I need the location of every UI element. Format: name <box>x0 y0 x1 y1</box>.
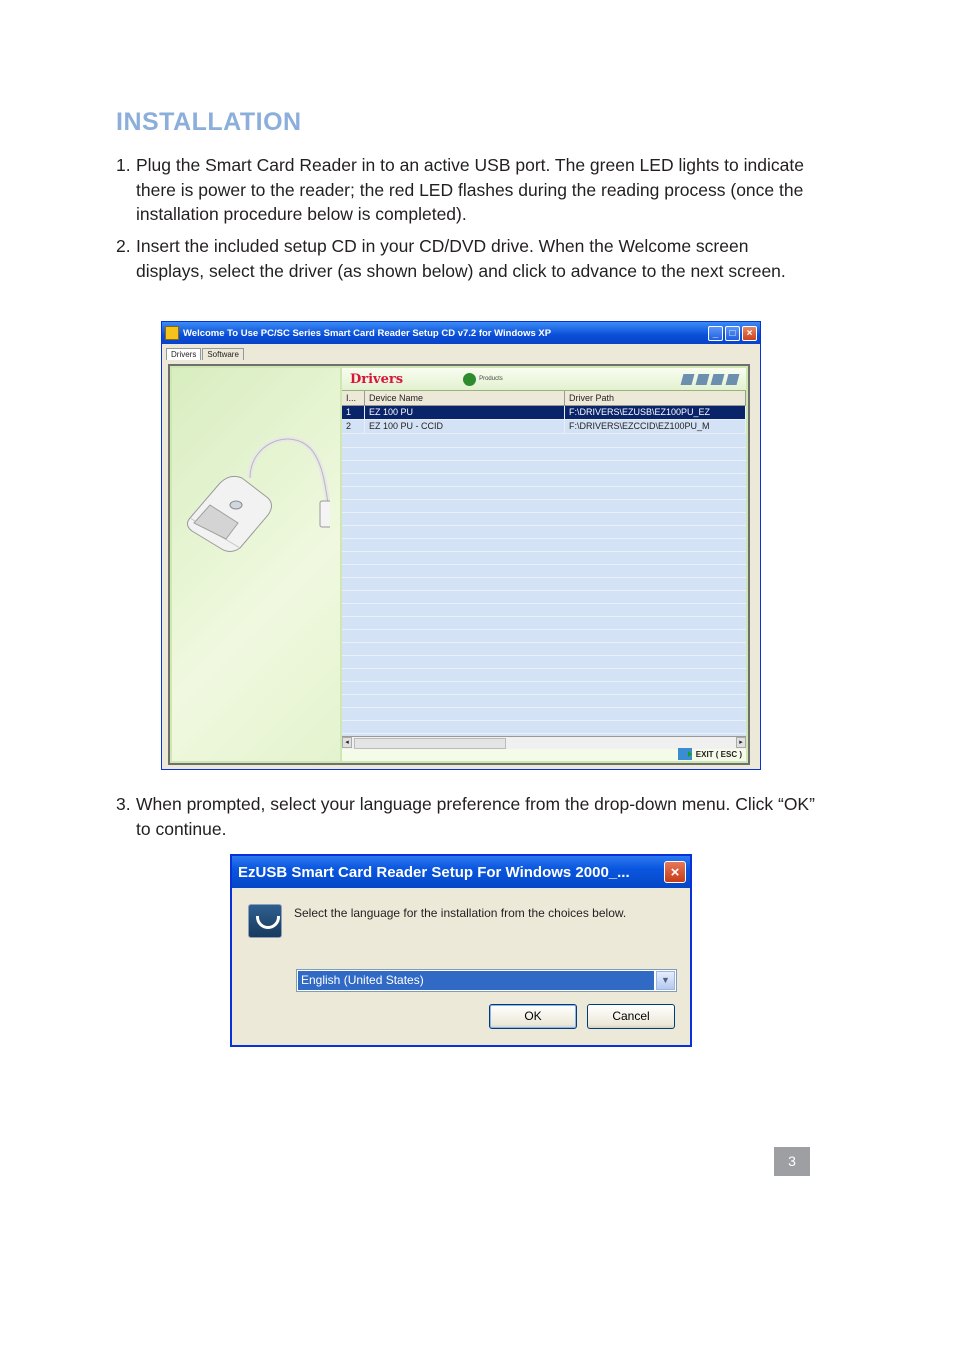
tool-icon[interactable] <box>696 374 710 385</box>
app-icon <box>165 326 179 340</box>
setup-window-title: Welcome To Use PC/SC Series Smart Card Reader Setup CD v7.2 for Windows XP <box>183 327 552 339</box>
language-prompt: Select the language for the installation from the choices below. <box>294 906 627 920</box>
column-header-device[interactable]: Device Name <box>365 391 565 405</box>
drivers-toolbar <box>342 368 746 391</box>
table-row[interactable] <box>342 420 746 434</box>
close-icon[interactable]: × <box>664 861 686 883</box>
step-2 <box>116 234 816 283</box>
row-path: F:\DRIVERS\EZCCID\EZ100PU_M <box>565 420 746 433</box>
step-3 <box>116 792 816 841</box>
column-header-path[interactable]: Driver Path <box>565 391 746 405</box>
column-header-index[interactable]: I... <box>342 391 365 405</box>
scroll-right-icon[interactable]: ▸ <box>736 737 746 748</box>
setup-window <box>161 321 761 770</box>
selected-language: English (United States) <box>298 971 654 990</box>
row-device: EZ 100 PU <box>365 406 565 419</box>
drivers-list-area <box>342 368 746 761</box>
table-row[interactable] <box>342 406 746 420</box>
tool-icon[interactable] <box>681 374 695 385</box>
step-number: 3. <box>116 794 131 814</box>
scroll-thumb[interactable] <box>354 738 506 749</box>
step-text: Plug the Smart Card Reader in to an active USB port. The green LED lights to indicate there is power to the reader; the red LED flashes during the reading process (once the installation procedure below is completed). <box>136 155 804 224</box>
setup-icon <box>248 904 282 938</box>
ok-button[interactable]: OK <box>489 1004 577 1029</box>
step-number: 2. <box>116 236 131 256</box>
row-index: 2 <box>342 420 365 433</box>
cancel-button[interactable]: Cancel <box>587 1004 675 1029</box>
drivers-label: Drivers <box>350 371 404 387</box>
tool-icon[interactable] <box>726 374 740 385</box>
chevron-down-icon[interactable]: ▼ <box>656 971 675 990</box>
tab-strip <box>162 344 760 360</box>
products-logo-icon <box>463 373 476 386</box>
card-reader-image <box>180 423 330 553</box>
row-device: EZ 100 PU - CCID <box>365 420 565 433</box>
row-path: F:\DRIVERS\EZUSB\EZ100PU_EZ <box>565 406 746 419</box>
language-dropdown[interactable] <box>296 969 677 992</box>
close-button[interactable]: × <box>742 326 757 341</box>
page-heading: INSTALLATION <box>116 108 302 136</box>
step-number: 1. <box>116 155 131 175</box>
maximize-button[interactable]: □ <box>725 326 740 341</box>
exit-icon <box>678 748 692 760</box>
page-number: 3 <box>774 1147 810 1176</box>
products-label: Products <box>479 376 503 382</box>
drivers-panel <box>168 364 750 765</box>
language-dialog <box>230 854 692 1047</box>
language-dialog-title: EzUSB Smart Card Reader Setup For Windows 2000_... <box>238 863 630 881</box>
step-1 <box>116 153 816 227</box>
product-image-area <box>172 368 340 761</box>
step-text: When prompted, select your language preference from the drop-down menu. Click “OK” to continue. <box>136 794 815 839</box>
step-text: Insert the included setup CD in your CD/DVD drive. When the Welcome screen displays, select the driver (as shown below) and click to advance to the next screen. <box>136 236 786 281</box>
empty-rows <box>342 435 746 737</box>
setup-window-titlebar[interactable] <box>162 322 760 344</box>
drivers-table <box>342 391 746 737</box>
row-index: 1 <box>342 406 365 419</box>
toolbar-icons <box>682 374 738 385</box>
exit-label: EXIT ( ESC ) <box>695 749 742 759</box>
language-dialog-titlebar[interactable] <box>232 856 690 888</box>
minimize-button[interactable]: _ <box>708 326 723 341</box>
exit-button[interactable] <box>678 748 742 760</box>
tab-drivers[interactable]: Drivers <box>166 348 201 360</box>
scroll-left-icon[interactable]: ◂ <box>342 737 352 748</box>
table-header <box>342 391 746 406</box>
tab-software[interactable]: Software <box>202 348 244 360</box>
tool-icon[interactable] <box>711 374 725 385</box>
